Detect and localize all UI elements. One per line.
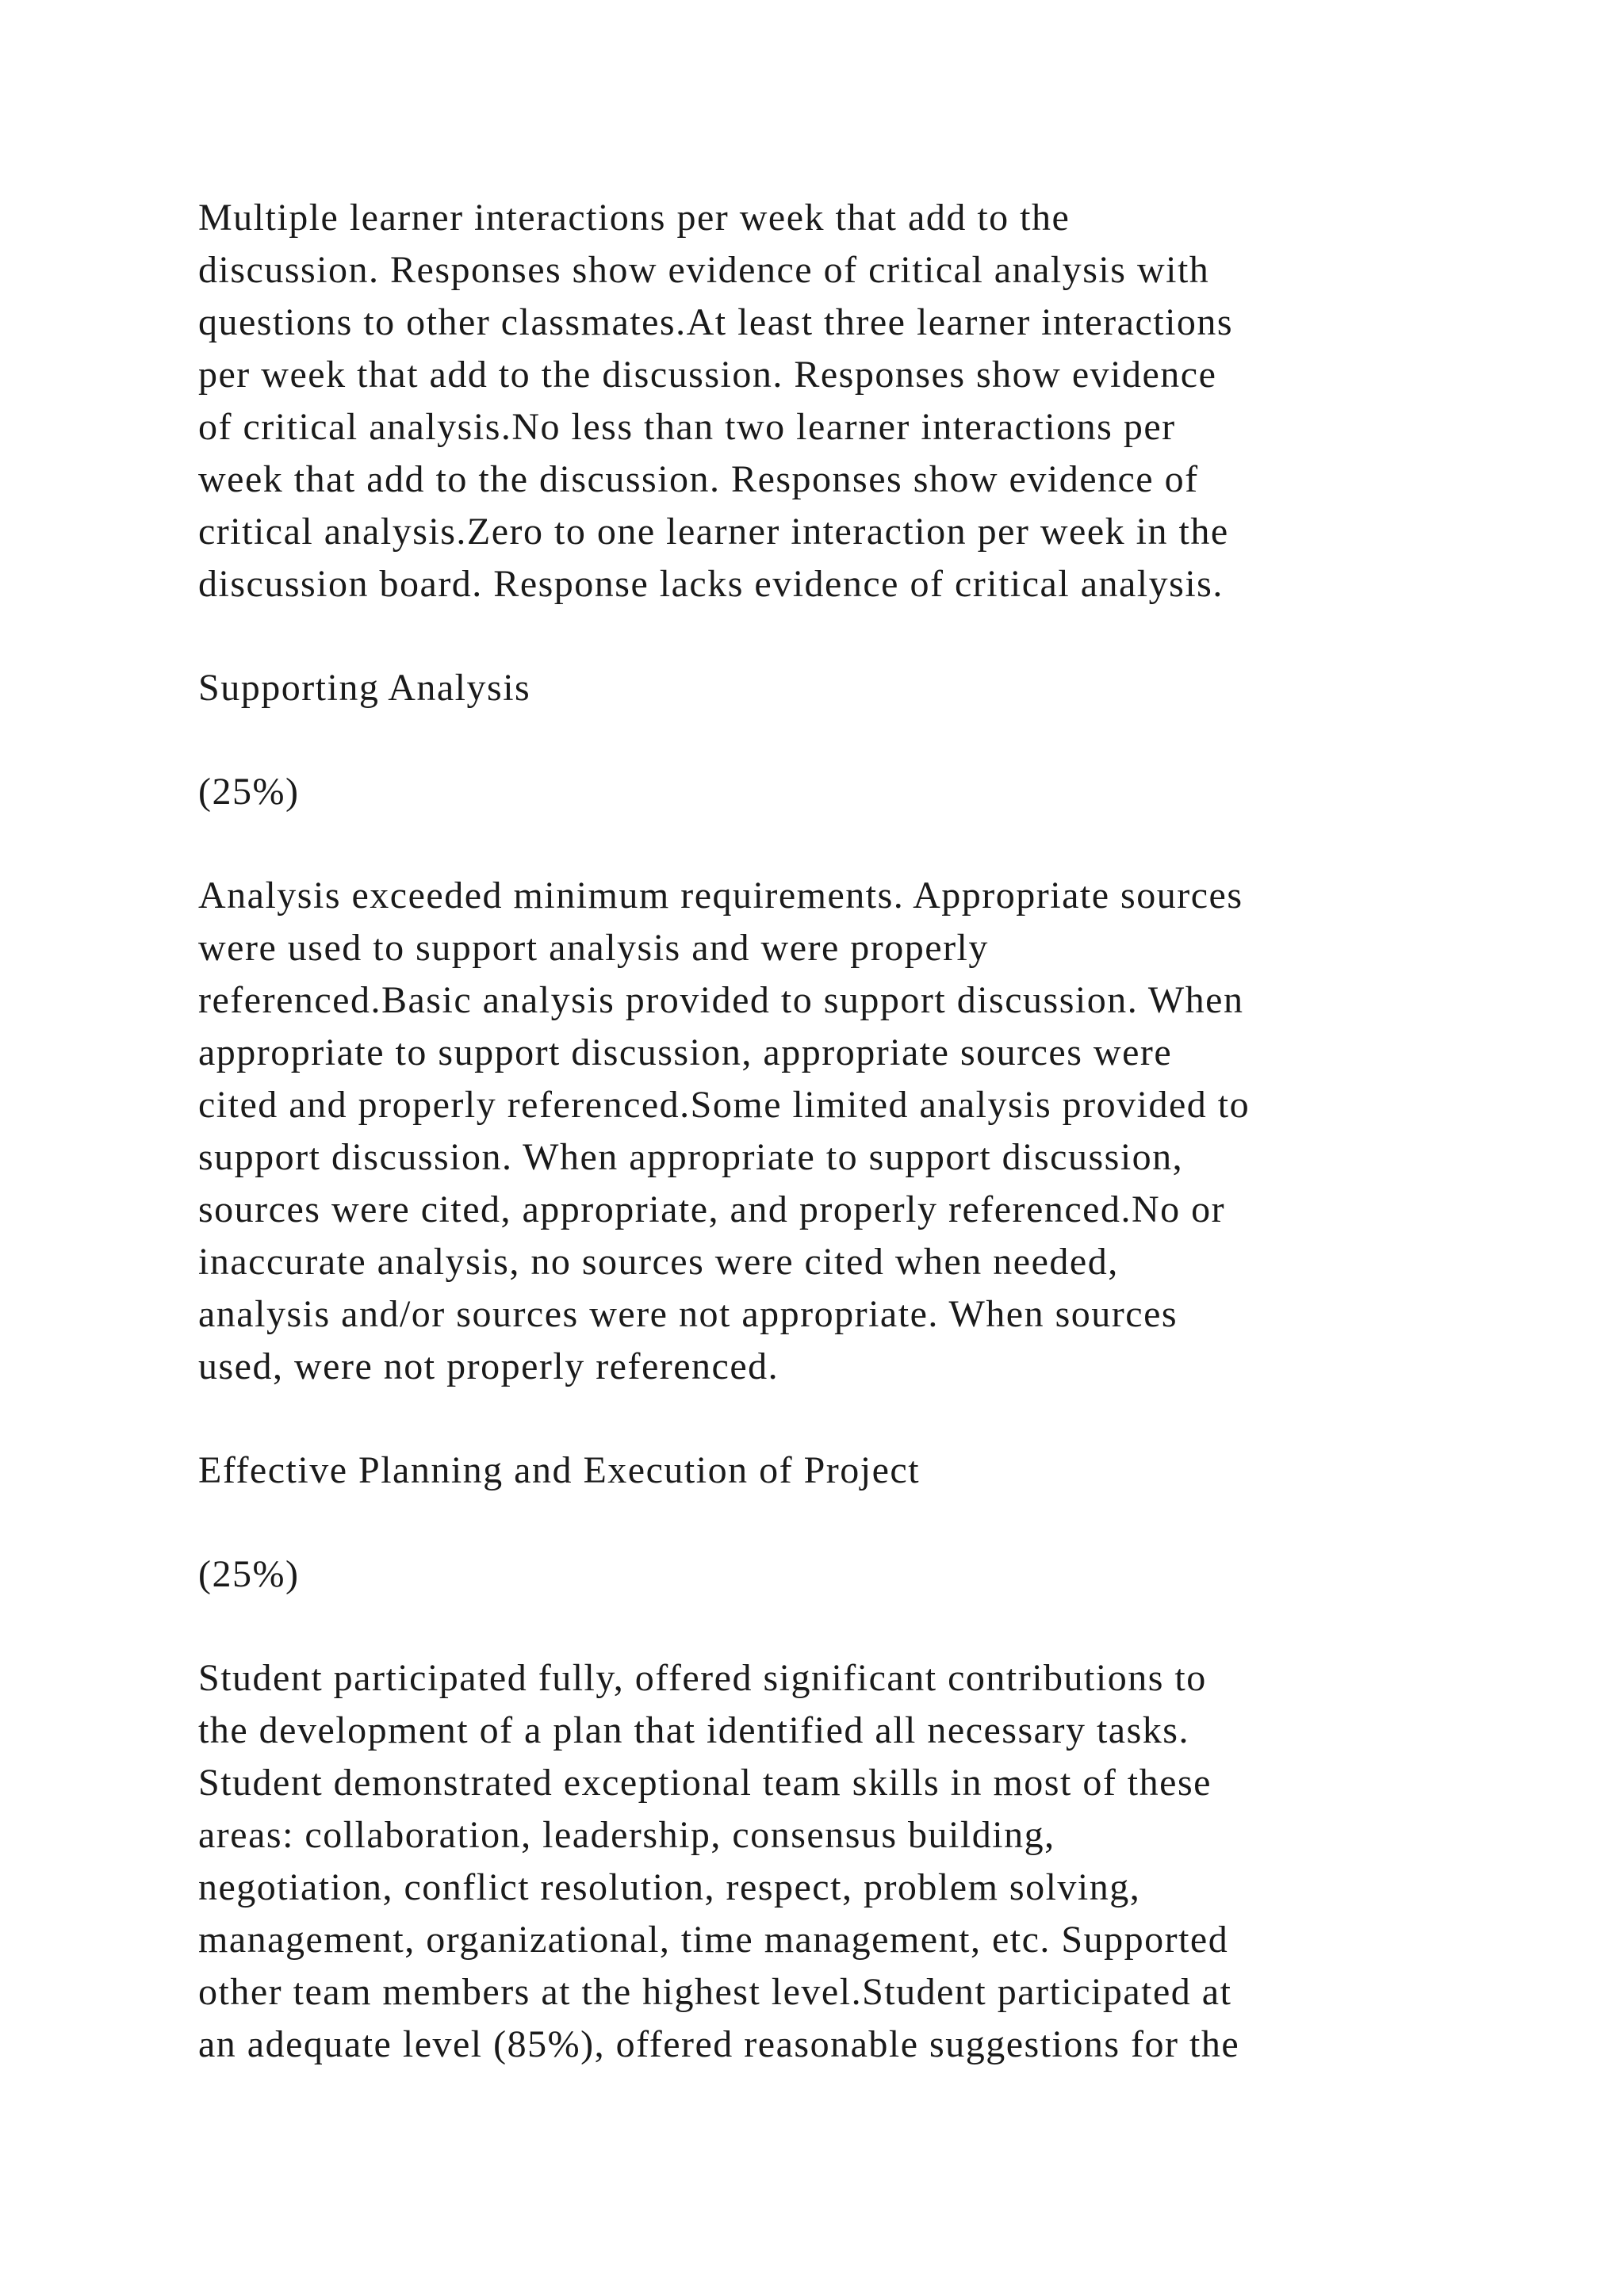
text-line: of critical analysis.No less than two learner interactions per [198, 406, 1176, 448]
text-line: discussion. Responses show evidence of critical analysis with [198, 249, 1210, 291]
section-heading-planning-execution: Effective Planning and Execution of Project [198, 1449, 921, 1491]
text-line: critical analysis.Zero to one learner interaction per week in the [198, 511, 1229, 553]
text-line: negotiation, conflict resolution, respect, problem solving, [198, 1866, 1141, 1908]
text-line: other team members at the highest level.Student participated at [198, 1971, 1232, 2013]
section-weight-supporting-analysis: (25%) [198, 771, 300, 813]
paragraph-interactions [198, 192, 1467, 610]
text-line: support discussion. When appropriate to support discussion, [198, 1136, 1184, 1178]
text-line: used, were not properly referenced. [198, 1345, 779, 1387]
text-line: questions to other classmates.At least three learner interactions [198, 301, 1234, 343]
text-line: areas: collaboration, leadership, consensus building, [198, 1814, 1055, 1856]
text-line: Analysis exceeded minimum requirements. Appropriate sources [198, 874, 1243, 916]
text-line: appropriate to support discussion, appropriate sources were [198, 1031, 1173, 1073]
text-line: were used to support analysis and were properly [198, 927, 989, 969]
text-line: the development of a plan that identified all necessary tasks. [198, 1709, 1189, 1751]
text-line: sources were cited, appropriate, and properly referenced.No or [198, 1188, 1226, 1230]
document-page [198, 192, 1467, 2071]
text-line: analysis and/or sources were not appropriate. When sources [198, 1293, 1178, 1335]
text-line: Student participated fully, offered significant contributions to [198, 1657, 1207, 1699]
text-line: week that add to the discussion. Responses show evidence of [198, 458, 1199, 500]
text-line: discussion board. Response lacks evidence of critical analysis. [198, 563, 1224, 605]
text-line: management, organizational, time management, etc. Supported [198, 1919, 1229, 1961]
text-line: an adequate level (85%), offered reasonable suggestions for the [198, 2023, 1240, 2065]
paragraph-supporting-analysis [198, 870, 1467, 1393]
text-line: inaccurate analysis, no sources were cited when needed, [198, 1241, 1119, 1283]
text-line: cited and properly referenced.Some limited analysis provided to [198, 1084, 1251, 1126]
section-weight-planning-execution: (25%) [198, 1553, 300, 1595]
section-heading-supporting-analysis: Supporting Analysis [198, 667, 531, 709]
text-line: Multiple learner interactions per week that add to the [198, 197, 1071, 239]
paragraph-planning-execution [198, 1652, 1467, 2071]
text-line: per week that add to the discussion. Responses show evidence [198, 354, 1217, 396]
text-line: referenced.Basic analysis provided to support discussion. When [198, 979, 1244, 1021]
text-line: Student demonstrated exceptional team skills in most of these [198, 1762, 1212, 1804]
